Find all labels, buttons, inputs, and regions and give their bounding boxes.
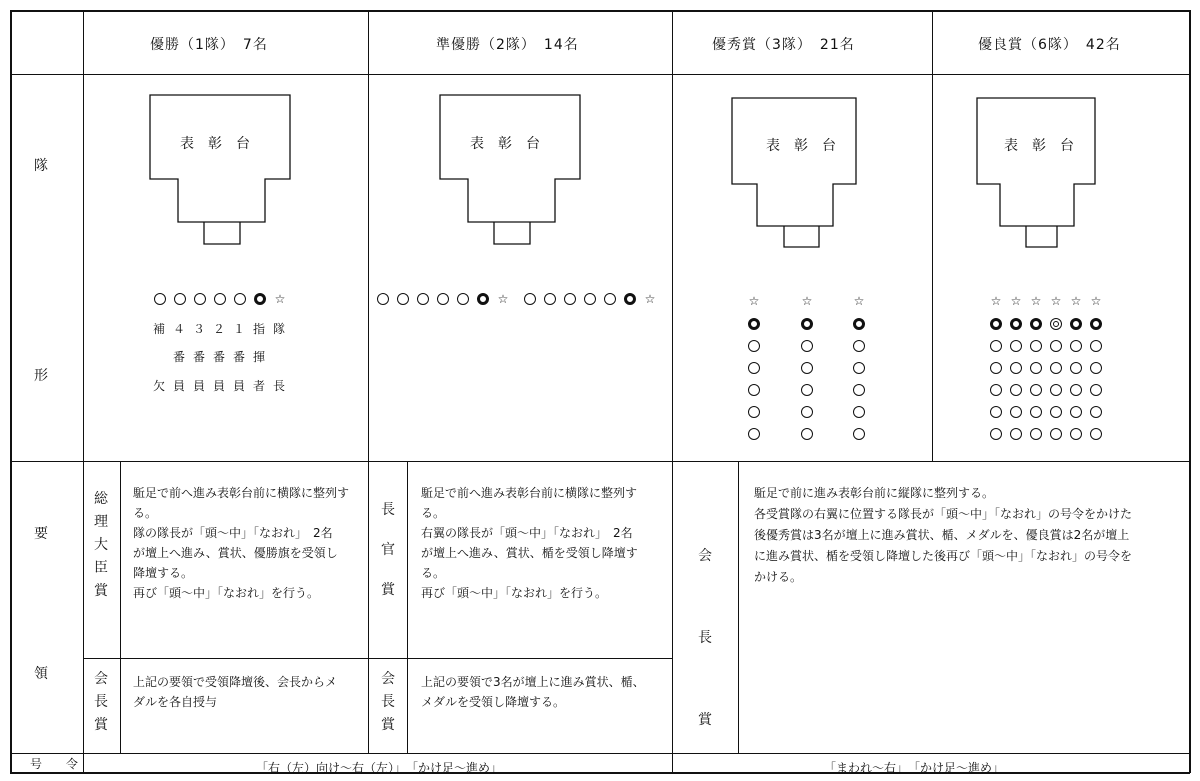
member-mark bbox=[1070, 384, 1082, 396]
member-mark bbox=[1010, 406, 1022, 418]
member-mark bbox=[174, 293, 186, 305]
member-mark bbox=[990, 406, 1002, 418]
procedure-text-3: 駈足で前に進み表彰台前に縦隊に整列する。 各受賞隊の右翼に位置する隊長が「頭～中」「なおれ」の号令をかけた 後優秀賞は3名が壇上に進み賞状、楯、メダルを、優良賞は2名が壇上 に進み賞状、楯を受領し降壇した後再び「頭～中」「なおれ」の号令を かける。 bbox=[754, 486, 1133, 584]
award-label-divider-1 bbox=[120, 461, 121, 754]
member-mark bbox=[214, 293, 226, 305]
member-mark bbox=[801, 340, 813, 352]
member-mark bbox=[1030, 428, 1042, 440]
member-mark bbox=[801, 428, 813, 440]
member-mark bbox=[1050, 406, 1062, 418]
leader-mark bbox=[1070, 318, 1082, 330]
member-mark bbox=[1030, 384, 1042, 396]
member-mark bbox=[1070, 362, 1082, 374]
header-excellence: 優秀賞（3隊） 21名 bbox=[712, 37, 855, 53]
member-mark bbox=[990, 340, 1002, 352]
procedure-text-2b: 上記の要領で3名が壇上に進み賞状、楯、 メダルを受領し降壇する。 bbox=[421, 675, 645, 709]
leader-mark bbox=[477, 293, 489, 305]
header-runner-up: 準優勝（2隊） 14名 bbox=[436, 37, 579, 53]
captain-star-icon: ☆ bbox=[497, 292, 509, 306]
procedure-text-2: 駈足で前へ進み表彰台前に横隊に整列す る。 右翼の隊長が「頭～中」「なおれ」 2名 が壇上へ進み、賞状、楯を受領し降壇す る。 再び「頭～中」「なおれ」を行う。 bbox=[421, 486, 638, 600]
member-mark bbox=[748, 428, 760, 440]
captain-star-icon: ☆ bbox=[853, 294, 865, 308]
member-mark bbox=[1050, 362, 1062, 374]
member-mark bbox=[564, 293, 576, 305]
col-line-3 bbox=[932, 10, 933, 462]
leader-mark bbox=[1090, 318, 1102, 330]
member-mark bbox=[584, 293, 596, 305]
header-winner: 優勝（1隊） 7名 bbox=[150, 37, 268, 53]
member-mark bbox=[801, 406, 813, 418]
command-right: 「まわれ～右」 「かけ足～進め」 bbox=[824, 761, 1005, 775]
captain-star-icon: ☆ bbox=[1090, 294, 1102, 308]
member-mark bbox=[748, 384, 760, 396]
captain-star-icon: ☆ bbox=[1070, 294, 1082, 308]
member-mark bbox=[1010, 340, 1022, 352]
captain-star-icon: ☆ bbox=[748, 294, 760, 308]
member-mark bbox=[1050, 428, 1062, 440]
captain-star-icon: ☆ bbox=[644, 292, 656, 306]
award-label-president-2: 会長賞 bbox=[381, 671, 395, 733]
member-mark bbox=[397, 293, 409, 305]
podium-diagram-4 bbox=[975, 96, 1099, 252]
member-mark bbox=[1030, 340, 1042, 352]
member-mark bbox=[1090, 406, 1102, 418]
leader-mark bbox=[748, 318, 760, 330]
award-label-divider-2 bbox=[407, 461, 408, 754]
member-mark bbox=[604, 293, 616, 305]
member-mark bbox=[1090, 362, 1102, 374]
header-bottom-line bbox=[10, 74, 1190, 75]
member-mark bbox=[748, 340, 760, 352]
member-mark bbox=[1010, 362, 1022, 374]
col-line-2 bbox=[672, 10, 673, 773]
member-mark bbox=[377, 293, 389, 305]
member-mark bbox=[524, 293, 536, 305]
formation-bottom-line bbox=[10, 461, 1190, 462]
member-mark bbox=[1070, 340, 1082, 352]
member-mark bbox=[1070, 406, 1082, 418]
member-mark bbox=[801, 362, 813, 374]
member-mark bbox=[990, 362, 1002, 374]
leader-mark bbox=[1010, 318, 1022, 330]
member-mark bbox=[1050, 340, 1062, 352]
award-label-president-3: 会長賞 bbox=[698, 548, 712, 728]
member-mark bbox=[990, 384, 1002, 396]
leader-mark bbox=[990, 318, 1002, 330]
member-mark bbox=[990, 428, 1002, 440]
col-line-1 bbox=[368, 10, 369, 753]
member-mark bbox=[853, 384, 865, 396]
member-mark bbox=[457, 293, 469, 305]
captain-star-icon: ☆ bbox=[1050, 294, 1062, 308]
captain-star-icon: ☆ bbox=[1030, 294, 1042, 308]
captain-star-icon: ☆ bbox=[801, 294, 813, 308]
award-label-director: 長官賞 bbox=[381, 502, 395, 598]
member-mark bbox=[194, 293, 206, 305]
podium-label-1: 表彰台 bbox=[180, 136, 264, 152]
header-merit: 優良賞（6隊） 42名 bbox=[978, 37, 1121, 53]
captain-star-icon: ☆ bbox=[274, 292, 286, 306]
procedure-text-1: 駈足で前へ進み表彰台前に横隊に整列す る。 隊の隊長が「頭～中」「なおれ」 2名 が壇上へ進み、賞状、優勝旗を受領し 降壇する。 再び「頭～中」「なおれ」を行う。 bbox=[133, 486, 350, 600]
formation-labels-row-2: 番番番番揮 bbox=[173, 350, 274, 364]
commander-mark bbox=[1050, 318, 1062, 330]
member-mark bbox=[1090, 384, 1102, 396]
member-mark bbox=[853, 428, 865, 440]
procedure-row-split bbox=[83, 658, 672, 659]
member-mark bbox=[853, 406, 865, 418]
member-mark bbox=[1050, 384, 1062, 396]
formation-labels-row-1: 補４３２１指隊 bbox=[153, 322, 294, 336]
table-border-top bbox=[10, 10, 1190, 12]
member-mark bbox=[1010, 384, 1022, 396]
member-mark bbox=[544, 293, 556, 305]
captain-star-icon: ☆ bbox=[1010, 294, 1022, 308]
leader-mark bbox=[1030, 318, 1042, 330]
member-mark bbox=[1030, 362, 1042, 374]
captain-star-icon: ☆ bbox=[990, 294, 1002, 308]
command-left: 「右（左）向け～右（左）」 「かけ足～進め」 bbox=[256, 761, 503, 775]
member-mark bbox=[748, 406, 760, 418]
award-label-prime-minister: 総理大臣賞 bbox=[94, 491, 108, 599]
member-mark bbox=[234, 293, 246, 305]
leader-mark bbox=[624, 293, 636, 305]
formation-labels-row-3: 欠員員員員者長 bbox=[153, 379, 294, 393]
leader-mark bbox=[801, 318, 813, 330]
label-procedure-2: 領 bbox=[34, 666, 48, 682]
podium-diagram-1 bbox=[148, 93, 293, 248]
member-mark bbox=[1090, 340, 1102, 352]
table-border-bottom bbox=[10, 772, 1190, 774]
table-border-right bbox=[1189, 10, 1191, 773]
leader-mark bbox=[254, 293, 266, 305]
table-border-left bbox=[10, 10, 12, 773]
podium-diagram-3 bbox=[730, 96, 860, 252]
award-label-divider-3 bbox=[738, 461, 739, 754]
award-label-president-1: 会長賞 bbox=[94, 671, 108, 733]
member-mark bbox=[417, 293, 429, 305]
procedure-text-1b: 上記の要領で受領降壇後、会長からメ ダルを各自授与 bbox=[133, 675, 338, 709]
member-mark bbox=[1010, 428, 1022, 440]
label-formation-1: 隊 bbox=[34, 158, 48, 174]
podium-label-3: 表彰台 bbox=[766, 138, 850, 154]
member-mark bbox=[801, 384, 813, 396]
member-mark bbox=[853, 362, 865, 374]
podium-label-2: 表彰台 bbox=[470, 136, 554, 152]
member-mark bbox=[437, 293, 449, 305]
member-mark bbox=[748, 362, 760, 374]
label-procedure-1: 要 bbox=[34, 526, 48, 542]
member-mark bbox=[1090, 428, 1102, 440]
podium-label-4: 表彰台 bbox=[1004, 138, 1088, 154]
label-command: 号 令 bbox=[30, 757, 79, 771]
leader-mark bbox=[853, 318, 865, 330]
podium-diagram-2 bbox=[438, 93, 583, 248]
member-mark bbox=[1070, 428, 1082, 440]
procedure-bottom-line bbox=[10, 753, 1190, 754]
member-mark bbox=[154, 293, 166, 305]
member-mark bbox=[1030, 406, 1042, 418]
label-formation-2: 形 bbox=[34, 368, 48, 384]
member-mark bbox=[853, 340, 865, 352]
